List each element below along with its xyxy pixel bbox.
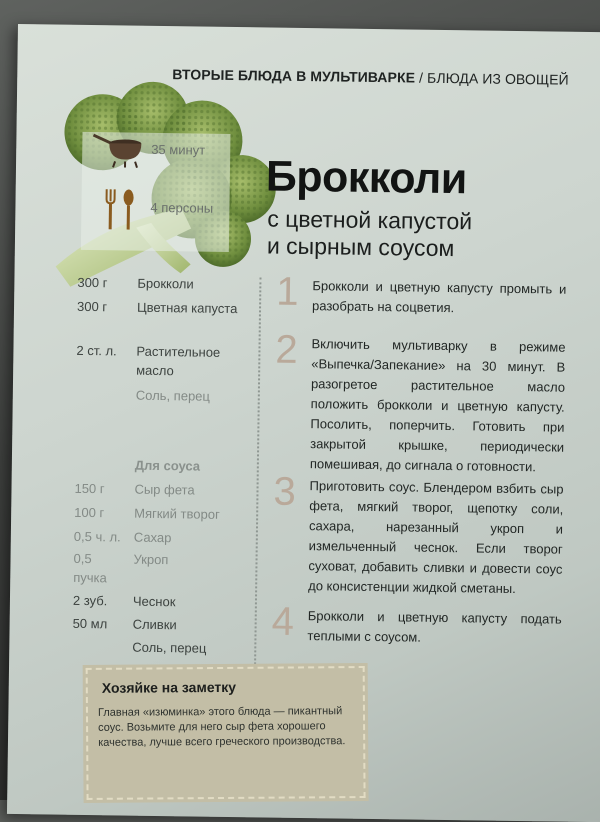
step-item	[275, 327, 566, 475]
ingredient-name: Укроп	[133, 551, 169, 568]
step-number: 2	[275, 327, 299, 372]
ingredient-qty	[76, 385, 134, 386]
ingredient-name: Соль, перец	[135, 387, 211, 404]
header-separator: /	[418, 69, 424, 86]
step-number: 3	[273, 469, 297, 514]
sauce-ingredient-item	[74, 479, 275, 498]
ingredient-qty: 300 г	[76, 298, 108, 315]
ingredient-qty: 50 мл	[72, 615, 108, 632]
servings-text: 4 персоны	[150, 199, 214, 216]
ingredient-name: Цветная капуста	[136, 299, 238, 317]
step-number: 4	[271, 599, 295, 644]
ingredient-item	[76, 385, 276, 404]
ingredient-name: Соль, перец	[132, 639, 207, 656]
ingredient-qty	[72, 637, 130, 638]
tip-box	[86, 666, 366, 800]
servings	[90, 187, 291, 230]
ingredient-name: Сливки	[132, 616, 177, 633]
ingredient-qty: 150 г	[74, 480, 105, 497]
step-text: Брокколи и цветную капусту промыть и разобрать на соцветия.	[311, 278, 567, 316]
subtitle-line-2: и сырным соусом	[266, 232, 455, 262]
sauce-ingredient-item	[73, 549, 274, 586]
ingredient-qty: 100 г	[74, 504, 105, 521]
sauce-ingredient-item	[72, 637, 272, 656]
ingredient-name: Брокколи	[137, 275, 194, 292]
cutlery-icon	[100, 187, 141, 232]
step-item	[275, 269, 567, 316]
ingredient-qty: 2 ст. л.	[76, 342, 117, 359]
step-number: 1	[275, 269, 299, 314]
sauce-heading: Для соуса	[134, 457, 201, 474]
cooking-time-text: 35 минут	[151, 141, 206, 158]
ingredient-item	[76, 341, 277, 379]
ingredient-name: Мягкий творог	[134, 505, 220, 522]
ingredient-name: Чеснок	[132, 593, 176, 610]
tip-title: Хозяйке на заметку	[101, 678, 237, 696]
recipe-title: Брокколи	[265, 152, 468, 204]
ingredient-qty: 300 г	[77, 274, 108, 291]
ingredient-name: Сыр фета	[134, 481, 195, 498]
subtitle-line-1: с цветной капустой	[267, 205, 473, 235]
section-title: ВТОРЫЕ БЛЮДА В МУЛЬТИВАРКЕ	[172, 66, 416, 86]
sauce-ingredient-item	[74, 503, 274, 522]
step-item	[271, 599, 562, 645]
pot-icon	[91, 129, 146, 170]
step-text: Брокколи и цветную капусту подать теплыми с соусом.	[307, 608, 562, 645]
cookbook-page	[7, 24, 600, 822]
ingredient-name: Растительное масло	[136, 343, 221, 379]
step-text: Приготовить соус. Блендером взбить сыр фета, мягкий творог, щепотку соли, сахара, нарезанный укроп и измельченный чеснок. Если творог суховат, добавить сливки и довести соус до консистенции жидкой сметаны.	[308, 478, 564, 597]
ingredient-qty: 0,5 ч. л.	[73, 528, 121, 545]
subsection-title: БЛЮДА ИЗ ОВОЩЕЙ	[426, 69, 569, 88]
ingredient-qty: 0,5 пучка	[73, 550, 107, 586]
ingredient-qty: 2 зуб.	[72, 592, 108, 609]
sauce-ingredient-item	[72, 591, 273, 610]
steps-list	[271, 269, 567, 645]
column-divider	[254, 277, 262, 672]
recipe-subtitle	[267, 206, 568, 264]
sauce-ingredient-item	[73, 527, 274, 546]
step-text: Включить мультиварку в режиме «Выпечка/Запекание» на 30 минут. В разогретое растительное масло положить брокколи и цветную капусту. Посолить, поперчить. Готовить при закрытой крышке, периодически помешивая, до сигнала о готовности.	[309, 336, 566, 475]
sauce-ingredient-item	[72, 614, 273, 633]
ingredient-name: Сахар	[133, 529, 172, 546]
tip-text: Главная «изюминка» этого блюда — пикантный соус. Возьмите для него сыр фета хорошего качества, лучше всего греческого производства.	[97, 705, 346, 749]
cooking-time	[91, 129, 292, 172]
